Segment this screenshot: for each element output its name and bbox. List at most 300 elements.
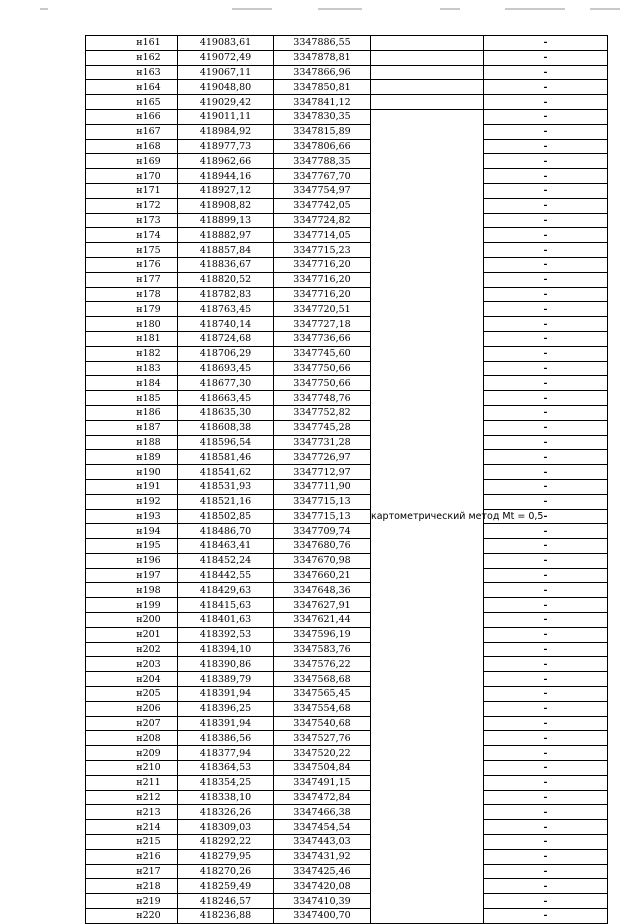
table-row xyxy=(86,672,608,687)
point-name-cell: н214 xyxy=(86,820,178,835)
scan-header-artifact xyxy=(0,0,640,30)
table-row xyxy=(86,864,608,879)
note-cell: - xyxy=(484,849,608,864)
y-coordinate-cell: 3347554,68 xyxy=(274,701,371,716)
y-coordinate-cell: 3347520,22 xyxy=(274,746,371,761)
point-name-cell: н182 xyxy=(86,346,178,361)
table-row xyxy=(86,65,608,80)
y-coordinate-cell: 3347711,90 xyxy=(274,479,371,494)
point-name-cell: н196 xyxy=(86,553,178,568)
table-row xyxy=(86,479,608,494)
note-cell: - xyxy=(484,465,608,480)
x-coordinate-cell: 418270,26 xyxy=(178,864,274,879)
note-cell: - xyxy=(484,716,608,731)
table-row xyxy=(86,95,608,110)
y-coordinate-cell: 3347745,28 xyxy=(274,420,371,435)
x-coordinate-cell: 418820,52 xyxy=(178,272,274,287)
table-row xyxy=(86,346,608,361)
y-coordinate-cell: 3347583,76 xyxy=(274,642,371,657)
method-empty-cell xyxy=(371,50,484,65)
point-name-cell: н191 xyxy=(86,479,178,494)
y-coordinate-cell: 3347716,20 xyxy=(274,272,371,287)
note-cell: - xyxy=(484,228,608,243)
point-name-cell: н172 xyxy=(86,198,178,213)
x-coordinate-cell: 418693,45 xyxy=(178,361,274,376)
table-row xyxy=(86,716,608,731)
point-name-cell: н188 xyxy=(86,435,178,450)
point-name-cell: н212 xyxy=(86,790,178,805)
point-name-cell: н208 xyxy=(86,731,178,746)
table-row xyxy=(86,524,608,539)
x-coordinate-cell: 418521,16 xyxy=(178,494,274,509)
x-coordinate-cell: 418386,56 xyxy=(178,731,274,746)
point-name-cell: н170 xyxy=(86,169,178,184)
x-coordinate-cell: 418246,57 xyxy=(178,894,274,909)
note-cell: - xyxy=(484,539,608,554)
table-row xyxy=(86,80,608,95)
note-cell: - xyxy=(484,346,608,361)
x-coordinate-cell: 418396,25 xyxy=(178,701,274,716)
point-name-cell: н218 xyxy=(86,879,178,894)
method-empty-cell xyxy=(371,80,484,95)
point-name-cell: н163 xyxy=(86,65,178,80)
point-name-cell: н167 xyxy=(86,124,178,139)
x-coordinate-cell: 418706,29 xyxy=(178,346,274,361)
table-row xyxy=(86,139,608,154)
point-name-cell: н180 xyxy=(86,317,178,332)
y-coordinate-cell: 3347527,76 xyxy=(274,731,371,746)
method-description-cell: картометрический метод Mt = 0,5 xyxy=(371,109,484,923)
point-name-cell: н193 xyxy=(86,509,178,524)
table-row xyxy=(86,731,608,746)
coordinates-table xyxy=(85,35,608,924)
note-cell: - xyxy=(484,642,608,657)
note-cell: - xyxy=(484,95,608,110)
point-name-cell: н217 xyxy=(86,864,178,879)
point-name-cell: н213 xyxy=(86,805,178,820)
y-coordinate-cell: 3347420,08 xyxy=(274,879,371,894)
table-row xyxy=(86,36,608,51)
y-coordinate-cell: 3347742,05 xyxy=(274,198,371,213)
y-coordinate-cell: 3347712,97 xyxy=(274,465,371,480)
y-coordinate-cell: 3347866,96 xyxy=(274,65,371,80)
note-cell: - xyxy=(484,701,608,716)
note-cell: - xyxy=(484,731,608,746)
table-row xyxy=(86,317,608,332)
table-row xyxy=(86,909,608,924)
note-cell: - xyxy=(484,50,608,65)
point-name-cell: н162 xyxy=(86,50,178,65)
x-coordinate-cell: 418338,10 xyxy=(178,790,274,805)
note-cell: - xyxy=(484,746,608,761)
y-coordinate-cell: 3347627,91 xyxy=(274,598,371,613)
y-coordinate-cell: 3347400,70 xyxy=(274,909,371,924)
table-row xyxy=(86,420,608,435)
point-name-cell: н199 xyxy=(86,598,178,613)
x-coordinate-cell: 418724,68 xyxy=(178,331,274,346)
y-coordinate-cell: 3347748,76 xyxy=(274,391,371,406)
x-coordinate-cell: 418292,22 xyxy=(178,835,274,850)
y-coordinate-cell: 3347806,66 xyxy=(274,139,371,154)
table-row xyxy=(86,553,608,568)
y-coordinate-cell: 3347714,05 xyxy=(274,228,371,243)
table-row xyxy=(86,405,608,420)
point-name-cell: н186 xyxy=(86,405,178,420)
note-cell: - xyxy=(484,568,608,583)
x-coordinate-cell: 418608,38 xyxy=(178,420,274,435)
table-row xyxy=(86,302,608,317)
table-row xyxy=(86,154,608,169)
table-row xyxy=(86,450,608,465)
y-coordinate-cell: 3347736,66 xyxy=(274,331,371,346)
table-row xyxy=(86,198,608,213)
x-coordinate-cell: 418463,41 xyxy=(178,539,274,554)
table-row xyxy=(86,539,608,554)
x-coordinate-cell: 418391,94 xyxy=(178,687,274,702)
point-name-cell: н202 xyxy=(86,642,178,657)
y-coordinate-cell: 3347731,28 xyxy=(274,435,371,450)
point-name-cell: н206 xyxy=(86,701,178,716)
y-coordinate-cell: 3347754,97 xyxy=(274,183,371,198)
table-row xyxy=(86,805,608,820)
y-coordinate-cell: 3347716,20 xyxy=(274,287,371,302)
point-name-cell: н201 xyxy=(86,627,178,642)
x-coordinate-cell: 418596,54 xyxy=(178,435,274,450)
y-coordinate-cell: 3347715,13 xyxy=(274,494,371,509)
note-cell: - xyxy=(484,317,608,332)
x-coordinate-cell: 419048,80 xyxy=(178,80,274,95)
point-name-cell: н215 xyxy=(86,835,178,850)
point-name-cell: н166 xyxy=(86,109,178,124)
table-row xyxy=(86,361,608,376)
note-cell: - xyxy=(484,583,608,598)
note-cell: - xyxy=(484,361,608,376)
note-cell: - xyxy=(484,657,608,672)
note-cell: - xyxy=(484,302,608,317)
x-coordinate-cell: 418541,62 xyxy=(178,465,274,480)
point-name-cell: н169 xyxy=(86,154,178,169)
point-name-cell: н183 xyxy=(86,361,178,376)
x-coordinate-cell: 418502,85 xyxy=(178,509,274,524)
x-coordinate-cell: 419011,11 xyxy=(178,109,274,124)
y-coordinate-cell: 3347726,97 xyxy=(274,450,371,465)
point-name-cell: н185 xyxy=(86,391,178,406)
table-row xyxy=(86,849,608,864)
y-coordinate-cell: 3347715,23 xyxy=(274,243,371,258)
note-cell: - xyxy=(484,36,608,51)
y-coordinate-cell: 3347443,03 xyxy=(274,835,371,850)
y-coordinate-cell: 3347596,19 xyxy=(274,627,371,642)
point-name-cell: н198 xyxy=(86,583,178,598)
point-name-cell: н192 xyxy=(86,494,178,509)
point-name-cell: н165 xyxy=(86,95,178,110)
table-row xyxy=(86,701,608,716)
table-row xyxy=(86,257,608,272)
y-coordinate-cell: 3347680,76 xyxy=(274,539,371,554)
note-cell: - xyxy=(484,627,608,642)
point-name-cell: н176 xyxy=(86,257,178,272)
note-cell: - xyxy=(484,909,608,924)
table-row xyxy=(86,50,608,65)
table-row xyxy=(86,568,608,583)
x-coordinate-cell: 418390,86 xyxy=(178,657,274,672)
note-cell: - xyxy=(484,405,608,420)
x-coordinate-cell: 418927,12 xyxy=(178,183,274,198)
table-row xyxy=(86,613,608,628)
x-coordinate-cell: 418394,10 xyxy=(178,642,274,657)
note-cell: - xyxy=(484,761,608,776)
point-name-cell: н209 xyxy=(86,746,178,761)
x-coordinate-cell: 418392,53 xyxy=(178,627,274,642)
y-coordinate-cell: 3347466,38 xyxy=(274,805,371,820)
note-cell: - xyxy=(484,109,608,124)
y-coordinate-cell: 3347815,89 xyxy=(274,124,371,139)
table-row xyxy=(86,687,608,702)
point-name-cell: н200 xyxy=(86,613,178,628)
table-row xyxy=(86,820,608,835)
table-row xyxy=(86,376,608,391)
x-coordinate-cell: 418944,16 xyxy=(178,169,274,184)
point-name-cell: н179 xyxy=(86,302,178,317)
table-row xyxy=(86,331,608,346)
table-row xyxy=(86,465,608,480)
note-cell: - xyxy=(484,243,608,258)
x-coordinate-cell: 418857,84 xyxy=(178,243,274,258)
method-empty-cell xyxy=(371,65,484,80)
y-coordinate-cell: 3347878,81 xyxy=(274,50,371,65)
y-coordinate-cell: 3347724,82 xyxy=(274,213,371,228)
table-row xyxy=(86,124,608,139)
x-coordinate-cell: 418882,97 xyxy=(178,228,274,243)
y-coordinate-cell: 3347568,68 xyxy=(274,672,371,687)
note-cell: - xyxy=(484,198,608,213)
note-cell: - xyxy=(484,509,608,524)
x-coordinate-cell: 418635,30 xyxy=(178,405,274,420)
point-name-cell: н203 xyxy=(86,657,178,672)
y-coordinate-cell: 3347886,55 xyxy=(274,36,371,51)
table-row xyxy=(86,746,608,761)
x-coordinate-cell: 418279,95 xyxy=(178,849,274,864)
note-cell: - xyxy=(484,894,608,909)
table-row xyxy=(86,642,608,657)
table-row xyxy=(86,494,608,509)
note-cell: - xyxy=(484,257,608,272)
method-empty-cell xyxy=(371,36,484,51)
x-coordinate-cell: 419029,42 xyxy=(178,95,274,110)
note-cell: - xyxy=(484,494,608,509)
y-coordinate-cell: 3347621,44 xyxy=(274,613,371,628)
table-row xyxy=(86,761,608,776)
point-name-cell: н161 xyxy=(86,36,178,51)
y-coordinate-cell: 3347720,51 xyxy=(274,302,371,317)
point-name-cell: н197 xyxy=(86,568,178,583)
x-coordinate-cell: 418326,26 xyxy=(178,805,274,820)
x-coordinate-cell: 418782,83 xyxy=(178,287,274,302)
y-coordinate-cell: 3347472,84 xyxy=(274,790,371,805)
x-coordinate-cell: 418962,66 xyxy=(178,154,274,169)
table-row xyxy=(86,435,608,450)
note-cell: - xyxy=(484,376,608,391)
note-cell: - xyxy=(484,553,608,568)
x-coordinate-cell: 418364,53 xyxy=(178,761,274,776)
point-name-cell: н171 xyxy=(86,183,178,198)
table-row xyxy=(86,657,608,672)
note-cell: - xyxy=(484,524,608,539)
y-coordinate-cell: 3347565,45 xyxy=(274,687,371,702)
x-coordinate-cell: 418486,70 xyxy=(178,524,274,539)
point-name-cell: н219 xyxy=(86,894,178,909)
note-cell: - xyxy=(484,835,608,850)
x-coordinate-cell: 418415,63 xyxy=(178,598,274,613)
point-name-cell: н181 xyxy=(86,331,178,346)
note-cell: - xyxy=(484,687,608,702)
table-row xyxy=(86,627,608,642)
note-cell: - xyxy=(484,672,608,687)
note-cell: - xyxy=(484,154,608,169)
y-coordinate-cell: 3347491,15 xyxy=(274,775,371,790)
y-coordinate-cell: 3347788,35 xyxy=(274,154,371,169)
y-coordinate-cell: 3347670,98 xyxy=(274,553,371,568)
y-coordinate-cell: 3347504,84 xyxy=(274,761,371,776)
table-row xyxy=(86,894,608,909)
y-coordinate-cell: 3347410,39 xyxy=(274,894,371,909)
x-coordinate-cell: 418977,73 xyxy=(178,139,274,154)
point-name-cell: н187 xyxy=(86,420,178,435)
y-coordinate-cell: 3347454,54 xyxy=(274,820,371,835)
note-cell: - xyxy=(484,169,608,184)
y-coordinate-cell: 3347750,66 xyxy=(274,376,371,391)
x-coordinate-cell: 419067,11 xyxy=(178,65,274,80)
point-name-cell: н168 xyxy=(86,139,178,154)
y-coordinate-cell: 3347648,36 xyxy=(274,583,371,598)
note-cell: - xyxy=(484,391,608,406)
table-row xyxy=(86,169,608,184)
x-coordinate-cell: 418763,45 xyxy=(178,302,274,317)
point-name-cell: н205 xyxy=(86,687,178,702)
table-row xyxy=(86,109,608,124)
x-coordinate-cell: 418836,67 xyxy=(178,257,274,272)
x-coordinate-cell: 418984,92 xyxy=(178,124,274,139)
note-cell: - xyxy=(484,879,608,894)
table-row xyxy=(86,183,608,198)
x-coordinate-cell: 419083,61 xyxy=(178,36,274,51)
note-cell: - xyxy=(484,139,608,154)
y-coordinate-cell: 3347750,66 xyxy=(274,361,371,376)
x-coordinate-cell: 418259,49 xyxy=(178,879,274,894)
note-cell: - xyxy=(484,790,608,805)
note-cell: - xyxy=(484,820,608,835)
note-cell: - xyxy=(484,450,608,465)
table-row xyxy=(86,583,608,598)
note-cell: - xyxy=(484,331,608,346)
table-row xyxy=(86,391,608,406)
point-name-cell: н220 xyxy=(86,909,178,924)
point-name-cell: н216 xyxy=(86,849,178,864)
point-name-cell: н189 xyxy=(86,450,178,465)
table-row xyxy=(86,213,608,228)
note-cell: - xyxy=(484,435,608,450)
method-empty-cell xyxy=(371,95,484,110)
point-name-cell: н207 xyxy=(86,716,178,731)
x-coordinate-cell: 418581,46 xyxy=(178,450,274,465)
point-name-cell: н173 xyxy=(86,213,178,228)
y-coordinate-cell: 3347716,20 xyxy=(274,257,371,272)
table-row xyxy=(86,287,608,302)
x-coordinate-cell: 418740,14 xyxy=(178,317,274,332)
x-coordinate-cell: 418899,13 xyxy=(178,213,274,228)
x-coordinate-cell: 418391,94 xyxy=(178,716,274,731)
x-coordinate-cell: 418677,30 xyxy=(178,376,274,391)
note-cell: - xyxy=(484,864,608,879)
y-coordinate-cell: 3347727,18 xyxy=(274,317,371,332)
x-coordinate-cell: 418452,24 xyxy=(178,553,274,568)
x-coordinate-cell: 418442,55 xyxy=(178,568,274,583)
note-cell: - xyxy=(484,183,608,198)
point-name-cell: н177 xyxy=(86,272,178,287)
note-cell: - xyxy=(484,613,608,628)
note-cell: - xyxy=(484,420,608,435)
x-coordinate-cell: 418389,79 xyxy=(178,672,274,687)
x-coordinate-cell: 419072,49 xyxy=(178,50,274,65)
point-name-cell: н164 xyxy=(86,80,178,95)
y-coordinate-cell: 3347425,46 xyxy=(274,864,371,879)
point-name-cell: н194 xyxy=(86,524,178,539)
table-row xyxy=(86,272,608,287)
y-coordinate-cell: 3347767,70 xyxy=(274,169,371,184)
y-coordinate-cell: 3347850,81 xyxy=(274,80,371,95)
point-name-cell: н184 xyxy=(86,376,178,391)
x-coordinate-cell: 418309,03 xyxy=(178,820,274,835)
point-name-cell: н190 xyxy=(86,465,178,480)
table-row xyxy=(86,835,608,850)
y-coordinate-cell: 3347660,21 xyxy=(274,568,371,583)
x-coordinate-cell: 418377,94 xyxy=(178,746,274,761)
table-row xyxy=(86,790,608,805)
y-coordinate-cell: 3347576,22 xyxy=(274,657,371,672)
x-coordinate-cell: 418908,82 xyxy=(178,198,274,213)
point-name-cell: н204 xyxy=(86,672,178,687)
note-cell: - xyxy=(484,598,608,613)
note-cell: - xyxy=(484,124,608,139)
point-name-cell: н195 xyxy=(86,539,178,554)
x-coordinate-cell: 418354,25 xyxy=(178,775,274,790)
point-name-cell: н211 xyxy=(86,775,178,790)
note-cell: - xyxy=(484,479,608,494)
y-coordinate-cell: 3347752,82 xyxy=(274,405,371,420)
point-name-cell: н178 xyxy=(86,287,178,302)
note-cell: - xyxy=(484,805,608,820)
table-row xyxy=(86,879,608,894)
table-row xyxy=(86,228,608,243)
x-coordinate-cell: 418236,88 xyxy=(178,909,274,924)
x-coordinate-cell: 418531,93 xyxy=(178,479,274,494)
x-coordinate-cell: 418401,63 xyxy=(178,613,274,628)
table-row xyxy=(86,598,608,613)
y-coordinate-cell: 3347709,74 xyxy=(274,524,371,539)
y-coordinate-cell: 3347830,35 xyxy=(274,109,371,124)
table-row xyxy=(86,243,608,258)
y-coordinate-cell: 3347745,60 xyxy=(274,346,371,361)
note-cell: - xyxy=(484,80,608,95)
note-cell: - xyxy=(484,287,608,302)
y-coordinate-cell: 3347431,92 xyxy=(274,849,371,864)
point-name-cell: н175 xyxy=(86,243,178,258)
x-coordinate-cell: 418663,45 xyxy=(178,391,274,406)
y-coordinate-cell: 3347540,68 xyxy=(274,716,371,731)
table-row xyxy=(86,775,608,790)
note-cell: - xyxy=(484,213,608,228)
x-coordinate-cell: 418429,63 xyxy=(178,583,274,598)
